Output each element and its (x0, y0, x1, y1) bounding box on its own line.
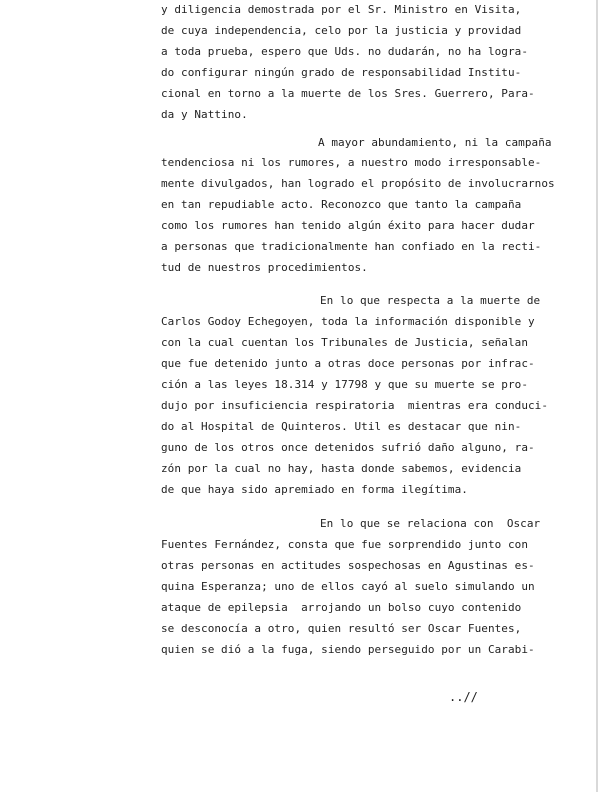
continuation-mark: ..// (449, 690, 478, 704)
p4-line-6: se desconocía a otro, quien resultó ser Oscar Fuentes, (161, 622, 522, 635)
p3-line-7: do al Hospital de Quinteros. Util es destacar que nin- (161, 420, 522, 433)
p2-line-3: mente divulgados, han logrado el propósito de involucrarnos (161, 177, 555, 190)
p3-line-6: dujo por insuficiencia respiratoria mientras era conduci- (161, 399, 549, 412)
p1-line-4: do configurar ningún grado de responsabilidad Institu- (161, 66, 522, 79)
p3-line-8: guno de los otros once detenidos sufrió daño alguno, ra- (161, 441, 535, 454)
p3-line-5: ción a las leyes 18.314 y 17798 y que su muerte se pro- (161, 378, 528, 391)
p2-line-5: como los rumores han tenido algún éxito para hacer dudar (161, 219, 535, 232)
scan-edge-divider (596, 0, 598, 792)
p1-line-6: da y Nattino. (161, 108, 248, 121)
p2-line-2: tendenciosa ni los rumores, a nuestro modo irresponsable- (161, 156, 542, 169)
p2-line-7: tud de nuestros procedimientos. (161, 261, 368, 274)
p4-line-4: quina Esperanza; uno de ellos cayó al suelo simulando un (161, 580, 535, 593)
p3-line-3: con la cual cuentan los Tribunales de Justicia, señalan (161, 336, 528, 349)
p3-line-10: de que haya sido apremiado en forma ilegítima. (161, 483, 468, 496)
p4-line-2: Fuentes Fernández, consta que fue sorprendido junto con (161, 538, 528, 551)
p4-line-5: ataque de epilepsia arrojando un bolso cuyo contenido (161, 601, 522, 614)
p4-line-1: En lo que se relaciona con Oscar (320, 517, 541, 530)
p4-line-3: otras personas en actitudes sospechosas en Agustinas es- (161, 559, 535, 572)
p1-line-5: cional en torno a la muerte de los Sres. Guerrero, Para- (161, 87, 535, 100)
p2-line-1: A mayor abundamiento, ni la campaña (318, 136, 552, 149)
p3-line-9: zón por la cual no hay, hasta donde sabemos, evidencia (161, 462, 522, 475)
p2-line-6: a personas que tradicionalmente han confiado en la recti- (161, 240, 542, 253)
p4-line-7: quien se dió a la fuga, siendo perseguido por un Carabi- (161, 643, 535, 656)
p1-line-1: y diligencia demostrada por el Sr. Ministro en Visita, (161, 3, 522, 16)
p1-line-2: de cuya independencia, celo por la justicia y providad (161, 24, 522, 37)
p3-line-4: que fue detenido junto a otras doce personas por infrac- (161, 357, 535, 370)
p3-line-2: Carlos Godoy Echegoyen, toda la información disponible y (161, 315, 535, 328)
p1-line-3: a toda prueba, espero que Uds. no dudarán, no ha logra- (161, 45, 528, 58)
p3-line-1: En lo que respecta a la muerte de (320, 294, 541, 307)
p2-line-4: en tan repudiable acto. Reconozco que tanto la campaña (161, 198, 522, 211)
